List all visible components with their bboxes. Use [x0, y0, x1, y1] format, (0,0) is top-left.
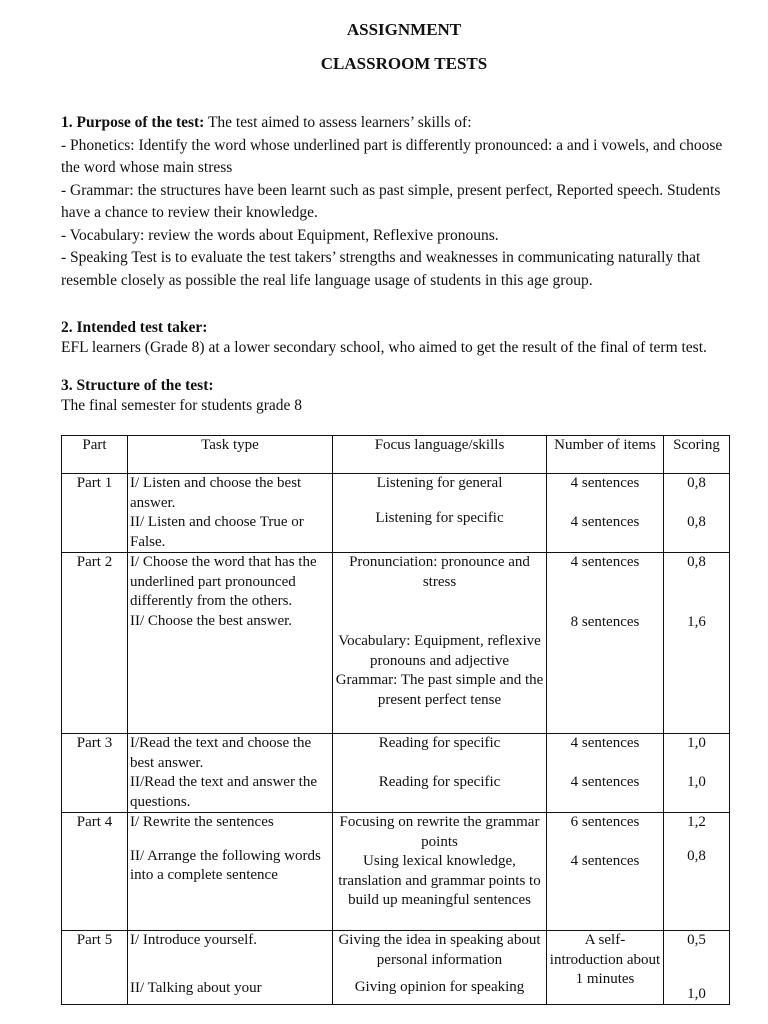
- focus-skill-cell: [333, 813, 547, 931]
- score-cell: [664, 553, 730, 734]
- focus-skill: Reading for specific: [378, 773, 501, 790]
- focus-skill: Grammar: The past simple and the present perfect tense: [335, 672, 544, 708]
- focus-skill: Listening for specific: [375, 509, 504, 526]
- section-structure: [61, 376, 733, 416]
- document-title: ASSIGNMENT: [346, 20, 462, 39]
- focus-skill: Pronunciation: pronounce and stress: [349, 554, 530, 590]
- item-count-cell: [547, 553, 664, 734]
- score: 0,5: [687, 932, 706, 948]
- header-part: Part: [62, 436, 128, 474]
- score: 1,0: [687, 985, 706, 1002]
- focus-skill: Vocabulary: Equipment, reflexive pronouns and adjective: [338, 633, 541, 669]
- purpose-line: [61, 112, 733, 135]
- task-type: II/ Listen and choose True or False.: [130, 514, 304, 550]
- purpose-heading: 1. Purpose of the test:: [61, 114, 205, 131]
- focus-skill: Using lexical knowledge, translation and grammar points to build up meaningful sentences: [338, 853, 541, 908]
- score: 1,0: [687, 735, 706, 751]
- item-count: 8 sentences: [570, 613, 640, 630]
- score: 0,8: [687, 475, 706, 491]
- task-type: I/ Choose the word that has the underlined part pronounced differently from the others.: [130, 554, 317, 609]
- task-type-cell: [128, 474, 333, 553]
- table-row: [62, 931, 730, 1005]
- item-count-cell: [547, 474, 664, 553]
- focus-skill: Reading for specific: [378, 735, 501, 751]
- focus-skill-cell: [333, 474, 547, 553]
- score: 1,0: [687, 773, 706, 790]
- item-count: 6 sentences: [570, 814, 640, 830]
- task-type: II/Read the text and answer the questions.: [130, 774, 318, 810]
- task-type: II/ Choose the best answer.: [130, 612, 293, 629]
- score: 1,6: [687, 613, 706, 630]
- item-count: 4 sentences: [570, 513, 640, 530]
- part-label: Part 1: [62, 474, 128, 553]
- section-purpose: [61, 112, 733, 292]
- score-cell: [664, 931, 730, 1005]
- purpose-item-grammar: - Grammar: the structures have been learnt such as past simple, present perfect, Reported speech. Students have a chance to review their knowledge.: [61, 181, 721, 221]
- task-type-cell: [128, 931, 333, 1005]
- task-type: I/ Introduce yourself.: [130, 932, 258, 948]
- task-type: I/Read the text and choose the best answer.: [130, 735, 312, 771]
- purpose-lead: The test aimed to assess learners’ skills of:: [204, 114, 472, 131]
- item-count: A self-introduction about 1 minutes: [549, 932, 661, 987]
- score-cell: [664, 474, 730, 553]
- item-count: 4 sentences: [570, 735, 640, 751]
- header-focus: Focus language/skills: [333, 436, 547, 474]
- score: 1,2: [687, 814, 706, 830]
- task-type-cell: [128, 553, 333, 734]
- task-type-cell: [128, 734, 333, 813]
- focus-skill: Giving opinion for speaking: [354, 979, 525, 995]
- focus-skill: Listening for general: [376, 475, 503, 491]
- part-label: Part 4: [62, 813, 128, 931]
- part-label: Part 2: [62, 553, 128, 734]
- section-test-taker: [61, 318, 733, 358]
- item-count: 4 sentences: [570, 554, 640, 570]
- test-structure-table: [61, 435, 730, 1005]
- focus-skill: Focusing on rewrite the grammar points: [339, 814, 540, 850]
- item-count: 4 sentences: [570, 475, 640, 491]
- focus-skill-cell: [333, 734, 547, 813]
- item-count-cell: [547, 734, 664, 813]
- table-row: [62, 474, 730, 553]
- focus-skill-cell: [333, 931, 547, 1005]
- score: 0,8: [687, 554, 706, 570]
- test-taker-heading: 2. Intended test taker:: [61, 319, 208, 336]
- document-subtitle: CLASSROOM TESTS: [320, 54, 488, 73]
- header-task-type: Task type: [128, 436, 333, 474]
- score: 0,8: [687, 847, 706, 864]
- table-row: [62, 734, 730, 813]
- test-taker-body: EFL learners (Grade 8) at a lower secondary school, who aimed to get the result of the final of term test.: [61, 339, 707, 356]
- table-header-row: [62, 436, 730, 474]
- item-count-cell: [547, 931, 664, 1005]
- purpose-item-phonetics: - Phonetics: Identify the word whose underlined part is differently pronounced: a and i vowels, and choose the word whose main stress: [61, 136, 723, 176]
- header-scoring: Scoring: [664, 436, 730, 474]
- item-count: 4 sentences: [570, 852, 640, 869]
- task-type-cell: [128, 813, 333, 931]
- focus-skill: Giving the idea in speaking about personal information: [338, 932, 541, 968]
- structure-body: The final semester for students grade 8: [61, 397, 303, 414]
- part-label: Part 5: [62, 931, 128, 1005]
- header-number-of-items: Number of items: [547, 436, 664, 474]
- task-type: II/ Arrange the following words into a complete sentence: [130, 847, 321, 883]
- score: 0,8: [687, 513, 706, 530]
- purpose-item-speaking: - Speaking Test is to evaluate the test takers’ strengths and weaknesses in communicating naturally that resemble closely as possible the real life language usage of students in this age group.: [61, 249, 701, 289]
- score-cell: [664, 734, 730, 813]
- part-label: Part 3: [62, 734, 128, 813]
- table-row: [62, 813, 730, 931]
- structure-heading: 3. Structure of the test:: [61, 377, 214, 394]
- item-count-cell: [547, 813, 664, 931]
- item-count: 4 sentences: [570, 773, 640, 790]
- table-row: [62, 553, 730, 734]
- task-type: I/ Rewrite the sentences: [130, 814, 274, 830]
- score-cell: [664, 813, 730, 931]
- task-type: II/ Talking about your: [130, 979, 262, 996]
- task-type: I/ Listen and choose the best answer.: [130, 475, 302, 511]
- focus-skill-cell: [333, 553, 547, 734]
- purpose-item-vocabulary: - Vocabulary: review the words about Equipment, Reflexive pronouns.: [61, 226, 499, 244]
